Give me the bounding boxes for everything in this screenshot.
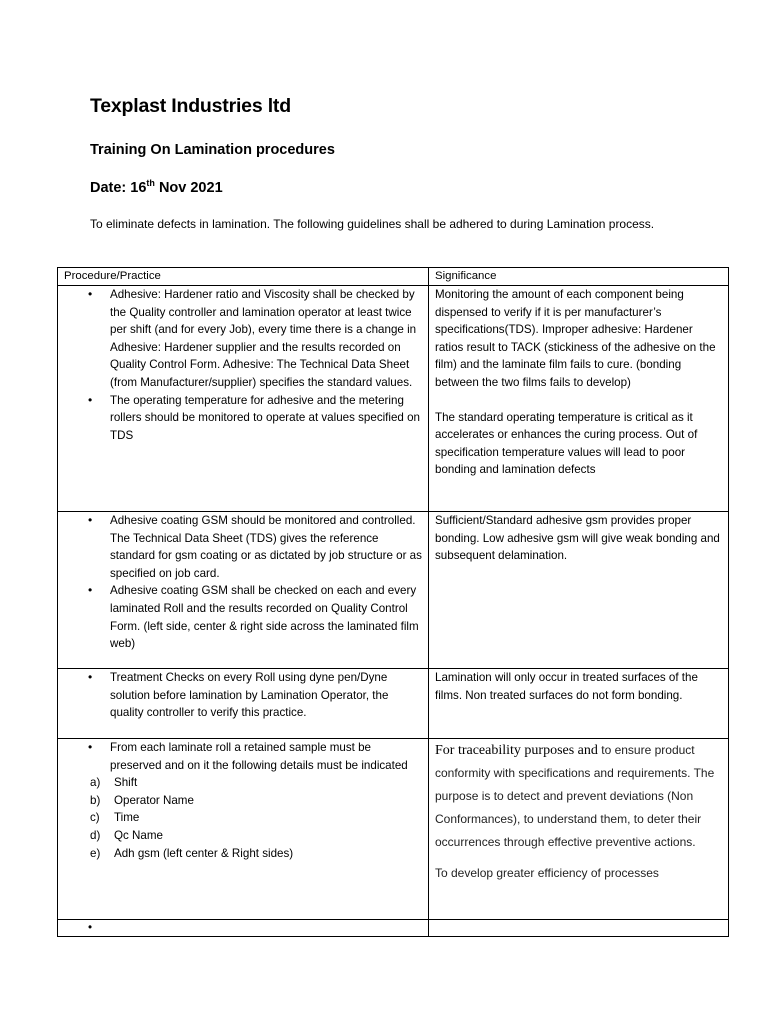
procedure-item: • Adhesive: Hardener ratio and Viscosity shall be checked by the Quality controller and lamination operator at least twice per shift (and for every Job), every time there is a change in Adhesive: Hardener supplier and the results recorded on Quality Control Form. Adhesive: The Technical Data Sheet (from Manufacturer/supplier) specifies the standard values. bbox=[110, 286, 424, 392]
document-date bbox=[90, 180, 223, 196]
procedure-cell bbox=[58, 739, 429, 920]
list-marker: c) bbox=[90, 811, 100, 825]
procedure-list bbox=[64, 739, 424, 774]
efficiency-text: To develop greater efficiency of processes bbox=[435, 866, 659, 880]
significance-cell bbox=[429, 286, 729, 512]
procedures-table bbox=[57, 267, 729, 937]
sample-detail-text: Operator Name bbox=[114, 793, 194, 807]
sample-detail-item bbox=[90, 845, 424, 863]
significance-cell bbox=[429, 512, 729, 669]
table-row bbox=[58, 286, 729, 512]
sample-detail-text: Time bbox=[114, 811, 140, 825]
date-suffix: Nov 2021 bbox=[154, 180, 223, 196]
procedure-list bbox=[64, 512, 424, 653]
company-name: Texplast Industries ltd bbox=[90, 95, 291, 117]
procedure-item: • Adhesive coating GSM shall be checked on each and every laminated Roll and the results recorded on Quality Control Form. (left side, center & right side across the laminated film web) bbox=[110, 582, 424, 652]
procedure-list bbox=[64, 286, 424, 444]
sample-detail-text: Qc Name bbox=[114, 828, 163, 842]
procedure-cell bbox=[58, 669, 429, 739]
list-marker: e) bbox=[90, 846, 101, 860]
procedure-cell bbox=[58, 512, 429, 669]
document-subtitle: Training On Lamination procedures bbox=[90, 142, 335, 158]
procedure-item: • The operating temperature for adhesive and the metering rollers should be monitored to operate at values specified on TDS bbox=[110, 392, 424, 445]
intro-paragraph: To eliminate defects in lamination. The following guidelines shall be adhered to during Lamination process. bbox=[90, 217, 655, 231]
date-prefix: Date: 16 bbox=[90, 180, 147, 196]
sample-detail-item bbox=[90, 792, 424, 810]
significance-text: Monitoring the amount of each component being dispensed to verify if it is per manufacturer’s specifications(TDS). Improper adhesive: Hardener ratios result to TACK (stickiness of the adhesive on the film) and the laminate film fails to cure. (bonding between the two films fails to develop) bbox=[435, 288, 716, 389]
list-marker: a) bbox=[90, 776, 101, 790]
significance-cell bbox=[429, 739, 729, 920]
significance-text: Lamination will only occur in treated surfaces of the films. Non treated surfaces do not form bonding. bbox=[435, 671, 698, 702]
procedure-item: • Adhesive coating GSM should be monitored and controlled. The Technical Data Sheet (TDS) gives the reference standard for gsm coating or as dictated by job structure or as specified on job card. bbox=[110, 512, 424, 582]
procedure-item: • From each laminate roll a retained sample must be preserved and on it the following details must be indicated bbox=[110, 739, 424, 774]
traceability-lead: For traceability purposes and bbox=[435, 743, 598, 758]
significance-text: The standard operating temperature is critical as it accelerates or enhances the curing process. Out of specification temperature values will lead to poor bonding and lamination defects bbox=[435, 410, 698, 477]
sample-detail-item bbox=[90, 827, 424, 845]
traceability-rest: to ensure product conformity with specifications and requirements. The purpose is to detect and prevent deviations (Non Conformances), to understand them, to deter their occurrences through effective preventive actions. bbox=[435, 743, 715, 849]
list-marker: d) bbox=[90, 828, 101, 842]
procedure-item: • Treatment Checks on every Roll using dyne pen/Dyne solution before lamination by Lamination Operator, the quality controller to verify this practice. bbox=[110, 669, 424, 722]
significance-cell bbox=[429, 669, 729, 739]
table-row bbox=[58, 739, 729, 920]
procedure-list bbox=[64, 669, 424, 722]
significance-cell-empty bbox=[429, 920, 729, 937]
significance-text: Sufficient/Standard adhesive gsm provides proper bonding. Low adhesive gsm will give weak bonding and subsequent delamination. bbox=[435, 514, 720, 563]
date-superscript: th bbox=[146, 178, 155, 188]
table-row bbox=[58, 669, 729, 739]
sample-detail-item bbox=[90, 809, 424, 827]
procedure-cell bbox=[58, 286, 429, 512]
sample-details-list bbox=[64, 774, 424, 862]
table-row bbox=[58, 920, 729, 937]
header-significance: Significance bbox=[429, 268, 729, 286]
sample-detail-text: Shift bbox=[114, 776, 138, 790]
list-marker: b) bbox=[90, 793, 101, 807]
empty-bullet bbox=[64, 920, 424, 936]
traceability-text bbox=[435, 739, 724, 854]
table-row bbox=[58, 512, 729, 669]
table-header-row bbox=[58, 268, 729, 286]
sample-detail-item bbox=[90, 774, 424, 792]
header-procedure: Procedure/Practice bbox=[58, 268, 429, 286]
sample-detail-text: Adh gsm (left center & Right sides) bbox=[114, 846, 294, 860]
procedure-cell-empty bbox=[58, 920, 429, 937]
